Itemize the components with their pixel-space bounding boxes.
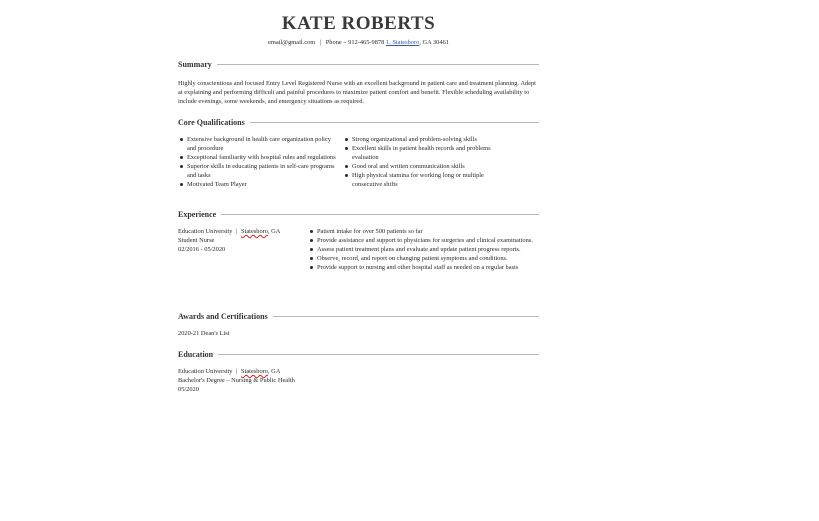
awards-heading: [178, 310, 539, 322]
list-item: Exceptional familiarity with hospital rules and regulations: [178, 153, 340, 162]
section-divider: [250, 122, 539, 123]
list-item: Assess patient treatment plans and evaluate and update patient progress reports.: [308, 245, 540, 254]
section-title: Core Qualifications: [178, 117, 245, 127]
list-item: Excellent skills in patient health records and problems evaluation: [343, 144, 513, 162]
list-item: Superior skills in educating patients in self-care programs and tasks: [178, 162, 340, 180]
summary-text: Highly conscientious and focused Entry Level Registered Nurse with an excellent background in patient care and treatment planning. Adept at explaining and performing difficult and painful procedures to maximize patient comfort and benefit. Flexible scheduling availability to include evenings, some weekends, and emergency situations as required.: [178, 80, 536, 105]
city-link[interactable]: 1. Statesboro: [385, 39, 420, 46]
school-name: Education University: [178, 368, 233, 375]
section-title: Summary: [178, 59, 212, 69]
section-divider: [221, 214, 539, 215]
list-item: Observe, record, and report on changing patient symptoms and conditions.: [308, 254, 540, 263]
section-divider: [217, 64, 539, 65]
section-divider: [218, 354, 539, 355]
section-divider: [273, 316, 539, 317]
list-item: Provide support to nursing and other hospital staff as needed on a regular basis: [308, 263, 540, 272]
section-title: Education: [178, 349, 214, 359]
phone-text: Phone – 912-465-9878: [325, 39, 385, 46]
employer-name: Education University: [178, 228, 233, 235]
school-state: , GA: [267, 368, 281, 375]
list-item: Patient intake for over 500 patients so far: [308, 227, 540, 236]
education-degree: Bachelor's Degree – Nursing & Public Health: [178, 377, 295, 384]
section-title: Experience: [178, 209, 217, 219]
email-text: email@gmail.com: [268, 39, 316, 46]
education-date: 05/2020: [178, 386, 199, 393]
list-item: Provide assistance and support to physicians for surgeries and clinical examinations.: [308, 236, 540, 245]
experience-heading: [178, 208, 539, 220]
school-separator: |: [236, 368, 238, 375]
section-title: Awards and Certifications: [178, 311, 268, 321]
qualifications-right-list: [343, 135, 513, 189]
summary-heading: [178, 58, 539, 70]
experience-dates: 02/2016 - 05/2020: [178, 246, 226, 253]
experience-duties-list: [308, 227, 540, 272]
list-item: High physical stamina for working long or multiple consecutive shifts: [343, 171, 513, 189]
qualifications-heading: [178, 116, 539, 128]
employer-state: , GA: [267, 228, 281, 235]
education-school: [178, 367, 280, 376]
award-item: 2020-21 Dean's List: [178, 330, 230, 337]
experience-role: Student Nurse: [178, 237, 215, 244]
list-item: Motivated Team Player: [178, 180, 340, 189]
contact-line: [178, 39, 539, 46]
list-item: Good oral and written communication skills: [343, 162, 513, 171]
contact-separator: |: [319, 39, 322, 46]
candidate-name: KATE ROBERTS: [281, 13, 436, 34]
list-item: Extensive background in health care organization policy and procedure: [178, 135, 340, 153]
employer-city: Statesboro: [241, 228, 268, 235]
employer-separator: |: [236, 228, 238, 235]
qualifications-left-list: [178, 135, 340, 189]
school-city: Statesboro: [241, 368, 268, 375]
education-heading: [178, 348, 539, 360]
list-item: Strong organizational and problem-solving skills: [343, 135, 513, 144]
experience-employer: [178, 227, 280, 236]
region-text: , GA 30461: [419, 39, 449, 46]
